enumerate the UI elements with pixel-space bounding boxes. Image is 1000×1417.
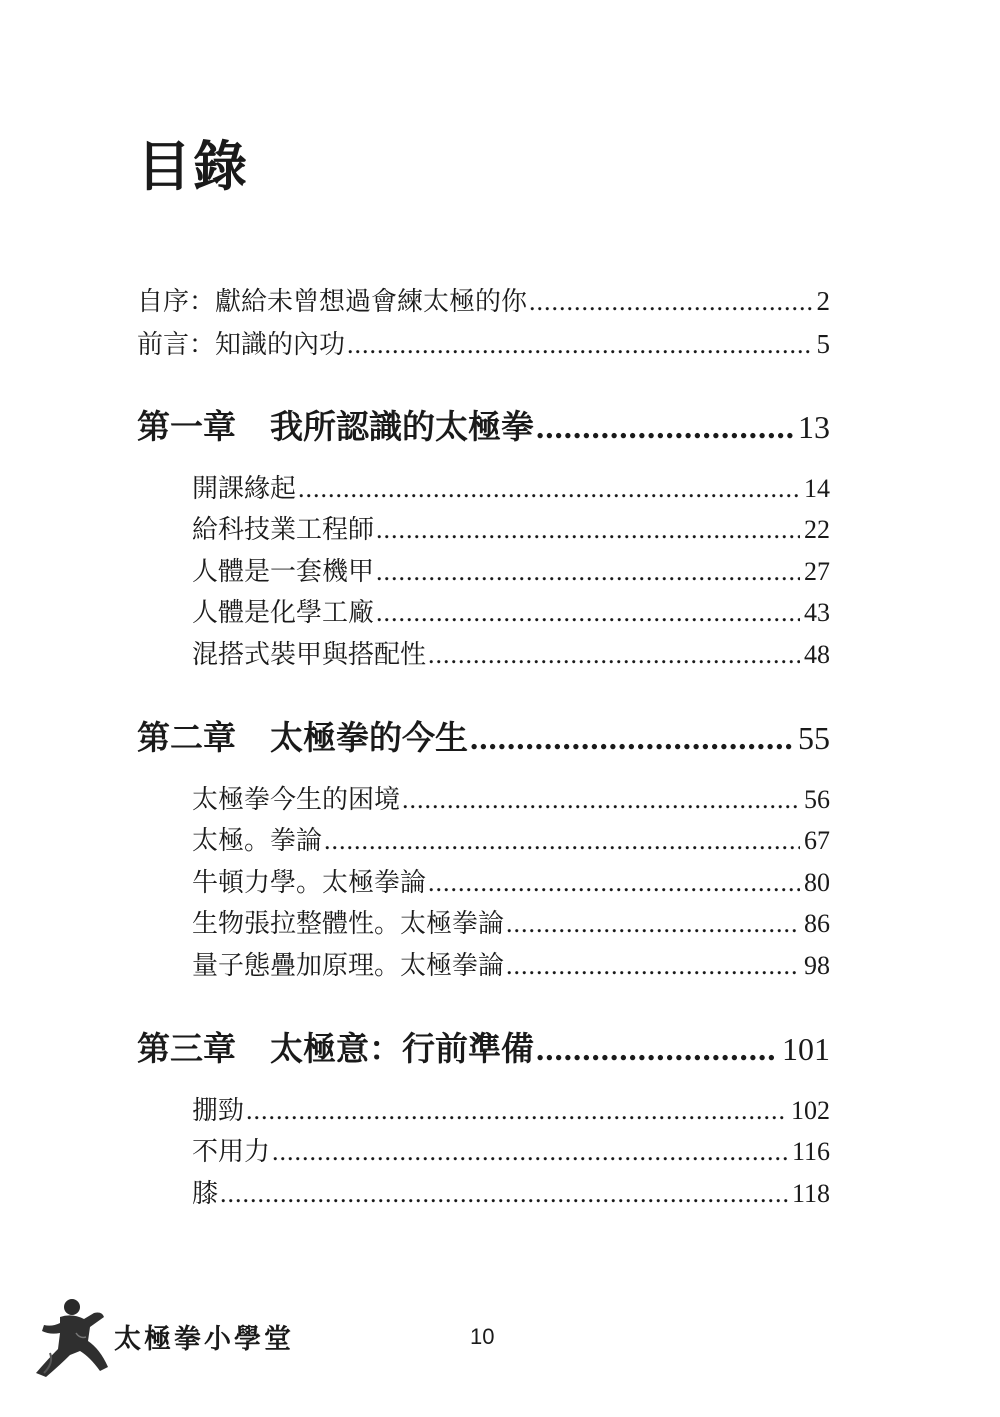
chapter-page: 55 [798, 720, 830, 756]
toc-section[interactable] [192, 595, 830, 631]
toc-section-label: 給科技業工程師 [192, 515, 375, 545]
toc-section-page: 27 [804, 557, 830, 586]
toc-chapter-1[interactable] [137, 405, 830, 450]
leader-dots [376, 554, 800, 590]
toc-section[interactable] [192, 1176, 830, 1212]
toc-entry-label: 自序：獻給未曾想過會練太極的你 [137, 287, 528, 317]
toc-section[interactable] [192, 865, 830, 901]
toc-section[interactable] [192, 554, 830, 590]
toc-section-label: 開課緣起 [192, 474, 297, 504]
series-name: 太極拳小學堂 [114, 1324, 294, 1355]
toc-chapter-2[interactable] [137, 716, 830, 761]
chapter-number: 第一章 [137, 407, 236, 446]
toc-section[interactable] [192, 1134, 830, 1170]
toc-section-page: 43 [804, 598, 830, 627]
toc-section-label: 人體是化學工廠 [192, 598, 375, 628]
chapter-title: 我所認識的太極拳 [270, 407, 534, 446]
chapter-page: 101 [782, 1031, 830, 1067]
toc-section-label: 太極。拳論 [192, 826, 323, 856]
toc-section-page: 102 [791, 1096, 830, 1125]
chapter-number: 第二章 [137, 718, 236, 757]
tai-chi-figure-icon [30, 1293, 120, 1383]
toc-section-label: 牛頓力學。太極拳論 [192, 868, 427, 898]
leader-dots [536, 406, 794, 450]
toc-section-label: 掤勁 [192, 1096, 245, 1126]
leader-dots [298, 471, 800, 507]
leader-dots [529, 284, 812, 320]
leader-dots [470, 717, 794, 761]
toc-section-page: 56 [804, 785, 830, 814]
toc-section[interactable] [192, 782, 830, 818]
leader-dots [220, 1176, 788, 1212]
toc-section-page: 86 [804, 909, 830, 938]
toc-section-label: 生物張拉整體性。太極拳論 [192, 909, 505, 939]
toc-section[interactable] [192, 948, 830, 984]
toc-entry-label: 前言：知識的內功 [137, 330, 346, 360]
chapter-title: 太極拳的今生 [270, 718, 468, 757]
toc-section-label: 混搭式裝甲與搭配性 [192, 640, 427, 670]
toc-section-page: 14 [804, 474, 830, 503]
toc-chapter-3[interactable] [137, 1027, 830, 1072]
chapter-number: 第三章 [137, 1029, 236, 1068]
toc-entry-page: 2 [816, 286, 830, 316]
toc-entry-foreword[interactable] [137, 326, 830, 363]
chapter-heading [137, 405, 534, 449]
toc-section[interactable] [192, 512, 830, 548]
page-title: 目錄 [137, 135, 249, 198]
leader-dots [428, 865, 800, 901]
leader-dots [246, 1093, 787, 1129]
leader-dots [376, 512, 800, 548]
chapter-title: 太極意：行前準備 [270, 1029, 534, 1068]
toc-section-page: 118 [791, 1179, 830, 1208]
chapter-page: 13 [798, 409, 830, 445]
leader-dots [272, 1134, 788, 1170]
leader-dots [536, 1028, 778, 1072]
leader-dots [506, 906, 800, 942]
page-number: 10 [470, 1324, 495, 1349]
chapter-heading [137, 716, 468, 760]
leader-dots [428, 637, 800, 673]
toc-section-label: 膝 [192, 1179, 219, 1209]
toc-section-page: 48 [804, 640, 830, 669]
leader-dots [506, 948, 800, 984]
toc-section[interactable] [192, 471, 830, 507]
leader-dots [347, 327, 812, 363]
toc-section-page: 22 [804, 515, 830, 544]
toc-section-label: 不用力 [192, 1137, 271, 1167]
toc-entry-page: 5 [816, 329, 830, 359]
toc-section[interactable] [192, 906, 830, 942]
leader-dots [324, 823, 800, 859]
toc-section[interactable] [192, 1093, 830, 1129]
leader-dots [402, 782, 800, 818]
toc-section-page: 80 [804, 868, 830, 897]
toc-section[interactable] [192, 823, 830, 859]
toc-section-label: 人體是一套機甲 [192, 557, 375, 587]
chapter-heading [137, 1027, 534, 1071]
toc-entry-preface[interactable] [137, 283, 830, 320]
toc-section-page: 116 [791, 1137, 830, 1166]
toc-section-page: 67 [804, 826, 830, 855]
leader-dots [376, 595, 800, 631]
toc-section-label: 太極拳今生的困境 [192, 785, 401, 815]
toc-section-page: 98 [804, 951, 830, 980]
toc-section-label: 量子態疊加原理。太極拳論 [192, 951, 505, 981]
toc-section[interactable] [192, 637, 830, 673]
